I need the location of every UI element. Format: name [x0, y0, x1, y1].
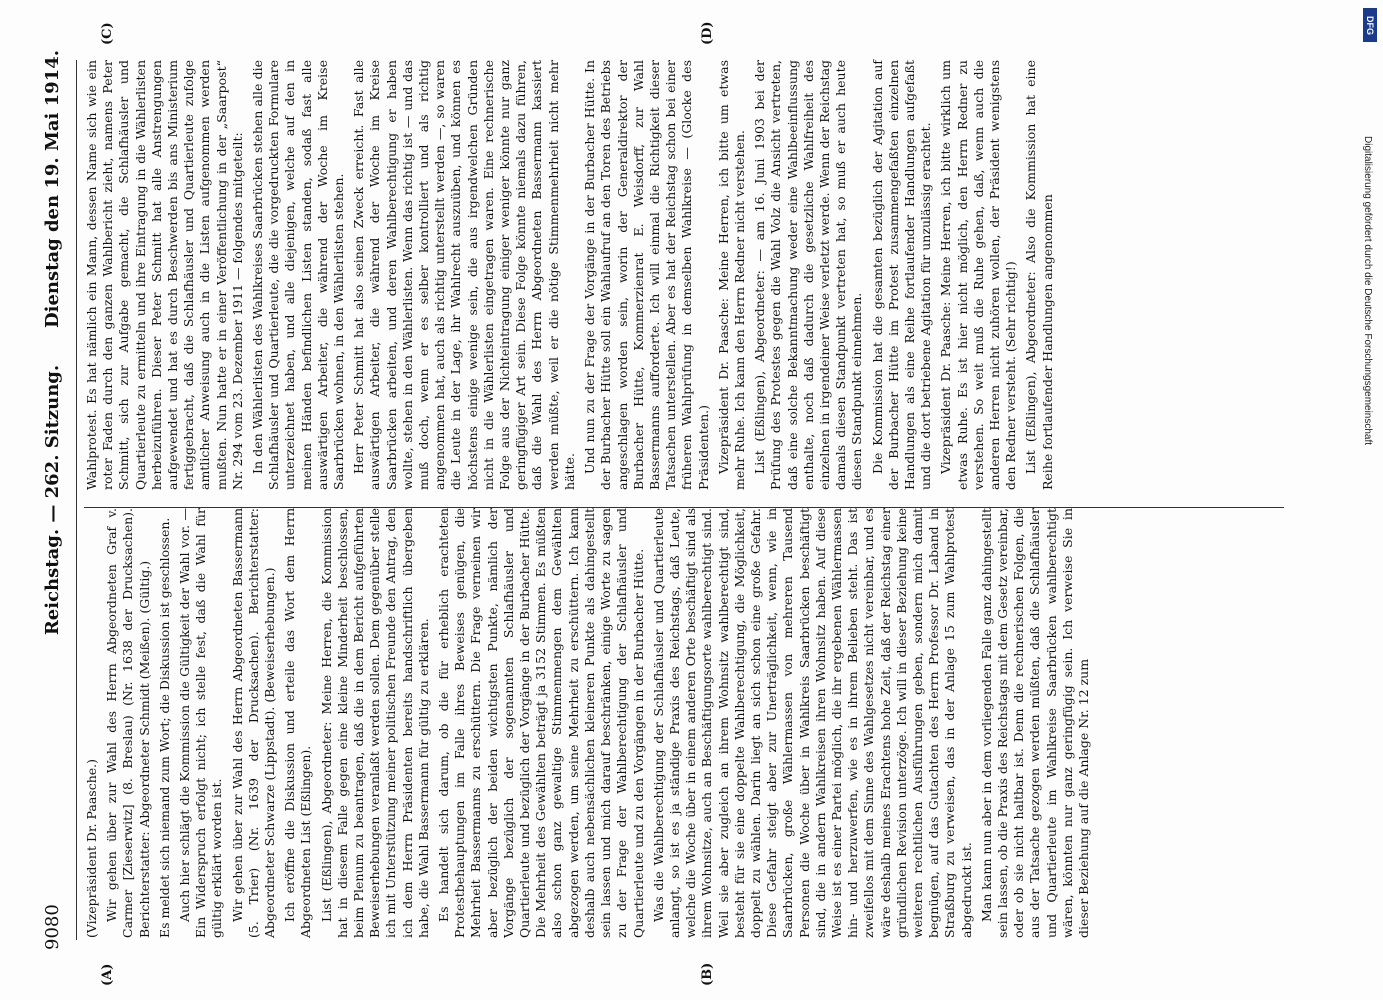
- paragraph: Auch hier schlägt die Kommission die Gültigkeit der Wahl vor. — Ein Widerspruch erfolgt nicht; ich stelle fest, daß die Wahl für gültig erklärt worden ist.: [177, 508, 225, 938]
- paragraph: Wir gehen über zur Wahl des Herrn Abgeordneten Graf v. Carmer [Zieserwitz] (8. Breslau) (Nr. 1638 der Drucksachen). Berichterstatter: Abgeordneter Schmidt (Meißen). (Gültig.): [104, 508, 152, 938]
- paragraph: Vizepräsident Dr. Paasche: Meine Herren, ich bitte um etwas mehr Ruhe. Ich kann den Herrn Redner nicht verstehen.: [715, 60, 747, 490]
- paragraph: Was die Wahlberechtigung der Schlafhäusler und Quartierleute anlangt, so ist es ja ständige Praxis des Reichstags, daß Leute, welche die Woche über in einem anderen Orte beschäftigt sind als ihrem Wohnsitze, auch an Beschäftigungsorte wahlberechtigt sind. Weil sie aber zugleich an ihrem Wohnsitz wahlberechtigt sind, besteht für sie eine doppelte Wahlberechtigung, die Möglichkeit, doppelt zu wählen. Darin liegt an sich schon eine große Gefahr. Diese Gefahr steigt aber zur Unerträglichkeit, wenn, wie in Saarbrücken, große Wählermassen von mehreren Tausend Personen die Woche über in Wahlkreis Saarbrücken beschäftigt sind, die in andern Wahlkreisen ihren Wohnsitz haben. Auf diese Weise ist es einer Partei möglich, die ihr ergebenen Wählermassen hin- und herzuwerfen, wie es in ihrem Belieben steht. Das ist zweifellos mit dem Sinne des Wahlgesetzes nicht vereinbar, und es wäre deshalb meines Erachtens hohe Zeit, daß der Reichstag einer gründlichen Revision unterzöge. Ich will in dieser Beziehung keine weiteren rechtlichen Ausführungen geben, sondern mich damit begnügen, auf das Gutachten des Herrn Professor Dr. Laband in Straßburg zu verweisen, das in der Anlage 15 zum Wahlprotest abgedruckt ist.: [650, 508, 974, 938]
- margin-marker-d: (D): [700, 21, 715, 45]
- right-column: [84, 60, 1060, 490]
- paragraph: Ich eröffne die Diskussion und erteile das Wort dem Herrn Abgeordneten List (Eßlingen).: [282, 508, 314, 938]
- paragraph: Es meldet sich niemand zum Wort; die Diskussion ist geschlossen.: [156, 517, 172, 938]
- paragraph: (Vizepräsident Dr. Paasche.): [84, 759, 99, 938]
- credit-text: Digitalisierung gefördert durch die Deutsche Forschungsgemeinschaft: [1362, 136, 1373, 446]
- digitization-credit: [1355, 6, 1379, 996]
- page-title: Reichstag. — 262. Sitzung.: [42, 364, 63, 636]
- session-date: Dienstag den 19. Mai 1914.: [42, 50, 63, 328]
- paragraph: Es handelt sich darum, ob die für erheblich erachteten Protestbehauptungen im Falle ihres Beweises genügen, die Mehrheit Bassermanns zu erschüttern. Die Frage verneinen wir aber bezüglich der beiden wichtigsten Punkte, nämlich der Vorgänge bezüglich der sogenannten Schlafhäusler und Quartierleute und bezüglich der Vorgänge in der Burbacher Hütte. Die Mehrheit des Gewählten beträgt ja 3152 Stimmen. Es müßten also schon ganz gewaltige Stimmenmengen dem Gewählten abgezogen werden, um seine Mehrheit zu erschüttern. Ich kann deshalb auch nebensächlichen kleineren Punkte als dahingestellt sein lassen und mich darauf beschränken, einige Worte zu sagen zu der Frage der Wahlberechtigung der Schlafhäusler und Quartierleute und zu den Vorgängen in der Burbacher Hütte.: [436, 508, 646, 938]
- quoted-paragraph: In den Wählerlisten des Wahlkreises Saarbrücken stehen alle die Schlafhäusler und Quartierleute, die die vorgedruckten Formulare unterzeichnet haben, und alle diejenigen, welche auf den in meinen Händen befindlichen Listen standen, sodaß fast alle auswärtigen Arbeiter, die während der Woche im Kreise Saarbrücken wohnen, in den Wählerlisten stehen.: [250, 60, 347, 490]
- paragraph: Die Kommission hat die gesamten bezüglich der Agitation auf der Burbacher Hütte im Protest zusammengefaßten einzelnen Handlungen als eine Reihe fortlaufender Handlungen aufgefaßt und die dort betriebene Agitation für unzulässig erachtet.: [869, 60, 934, 490]
- paragraph: List (Eßlingen), Abgeordneter: — am 16. Juni 1903 bei der Prüfung des Protestes gegen die Wahl Volz die Ansicht vertreten, daß eine solche Bekanntmachung weder eine Wahlbeeinflussung enthalte, noch daß dadurch die gesetzliche Wahlfreiheit des einzelnen in irgendeiner Weise verletzt werde. Wenn der Reichstag damals diesen Standpunkt vertreten hat, so muß er auch heute diesen Standpunkt einnehmen.: [752, 60, 865, 490]
- paragraph: List (Eßlingen), Abgeordneter: Also die Kommission hat eine Reihe fortlaufender Handlungen angenommen: [1023, 60, 1055, 490]
- margin-marker-b: (B): [700, 962, 715, 986]
- paragraph: List (Eßlingen), Abgeordneter: Meine Herren, die Kommission hat in diesem Falle gegen eine kleine Minderheit beschlossen, beim Plenum zu beantragen, daß die in dem Bericht aufgeführten Beweiserhebungen veranlaßt werden sollen. Dem gegenüber stelle ich mit Unterstützung meiner politischen Freunde den Antrag, den ich dem Herrn Präsidenten bereits handschriftlich übergeben habe, die Wahl Bassermann für gültig zu erklären.: [318, 508, 431, 938]
- page-header: [42, 40, 72, 960]
- left-column: [84, 508, 1096, 938]
- column-divider: [84, 507, 1284, 508]
- paragraph: Wahlprotest. Es hat nämlich ein Mann, dessen Name sich wie ein roter Faden durch den ganzen Wahlbericht zieht, namens Peter Schmitt, sich zur Aufgabe gemacht, die Schlafhäusler und Quartierleute zu ermitteln und ihre Eintragung in die Wählerlisten herbeizuführen. Dieser Peter Schmitt hat alle Anstrengungen aufgewendet und hat es durch Beschwerden bis ans Ministerium fertiggebracht, daß die Schlafhäusler und Quartierleute zufolge amtlicher Anweisung auch in die Listen aufgenommen werden mußten. Nun hatte er in einer Veröffentlichung in der „Saarpost“ Nr. 294 vom 23. Dezember 1911 — folgendes mitgeteilt:: [84, 60, 245, 490]
- paragraph: Man kann nun aber in dem vorliegenden Falle ganz dahingestellt sein lassen, ob die Praxis des Reichstags mit dem Gesetz vereinbar, oder ob sie nicht haltbar ist. Denn die rechnerischen Folgen, die aus der Tatsache gezogen werden müßten, daß die Schlafhäusler und Quartierleute im Wahlkreise Saarbrücken wahlberechtigt wären, könnten nur ganz geringfügig sein. Ich verweise Sie in dieser Beziehung auf die Anlage Nr. 12 zum: [978, 508, 1091, 938]
- paragraph: Herr Peter Schmitt hat also seinen Zweck erreicht. Fast alle auswärtigen Arbeiter, die während der Woche im Kreise Saarbrücken arbeiten, und deren Wahlberechtigung er haben wollte, stehen in den Wählerlisten. Wenn das richtig ist — und das muß doch, wenn er es selber kontrolliert und als richtig angenommen hat, auch als richtig unterstellt werden —, so waren die Leute in der Lage, ihr Wahlrecht auszuüben, und können es höchstens einige wenige sein, die aus irgendwelchen Gründen nicht in die Wählerlisten eingetragen waren. Eine rechnerische Folge aus der Nichteintragung einiger weniger könnte nur ganz geringfügiger Art sein. Diese Folge könnte niemals dazu führen, daß die Wahl des Herrn Abgeordneten Bassermann kassiert werden müßte, weil er die nötige Stimmenmehrheit nicht mehr hätte.: [351, 60, 577, 490]
- dfg-logo: DFG: [1363, 8, 1377, 42]
- margin-marker-c: (C): [100, 22, 115, 45]
- header-rule: [76, 60, 77, 940]
- margin-marker-a: (A): [100, 963, 115, 986]
- page-number: 9080: [42, 904, 63, 950]
- paragraph: Wir gehen über zur Wahl des Herrn Abgeordneten Bassermann (5. Trier) (Nr. 1639 der Drucksachen). Berichterstatter: Abgeordneter Schwarze (Lippstadt). (Beweiserhebungen.): [229, 508, 278, 938]
- paragraph: Vizepräsident Dr. Paasche: Meine Herren, ich bitte wirklich um etwas Ruhe. Es ist hier nicht möglich, den Herrn Redner zu verstehen. So weit muß die Ruhe gehen, daß, wenn auch die anderen Herren nicht zuhören wollen, der Präsident wenigstens den Redner versteht. (Sehr richtig!): [938, 60, 1019, 490]
- paragraph: Und nun zu der Frage der Vorgänge in der Burbacher Hütte. In der Burbacher Hütte soll ein Wahlaufruf an den Toren des Betriebs angeschlagen worden sein, worin der Generaldirektor der Burbacher Hütte, Kommerzienrat E. Weisdorff, zur Wahl Bassermanns aufforderte. Ich will einmal die Richtigkeit dieser Tatsachen unterstellen. Aber es hat der Reichstag schon bei einer früheren Wahlprüfung in demselben Wahlkreise — (Glocke des Präsidenten.): [582, 60, 711, 490]
